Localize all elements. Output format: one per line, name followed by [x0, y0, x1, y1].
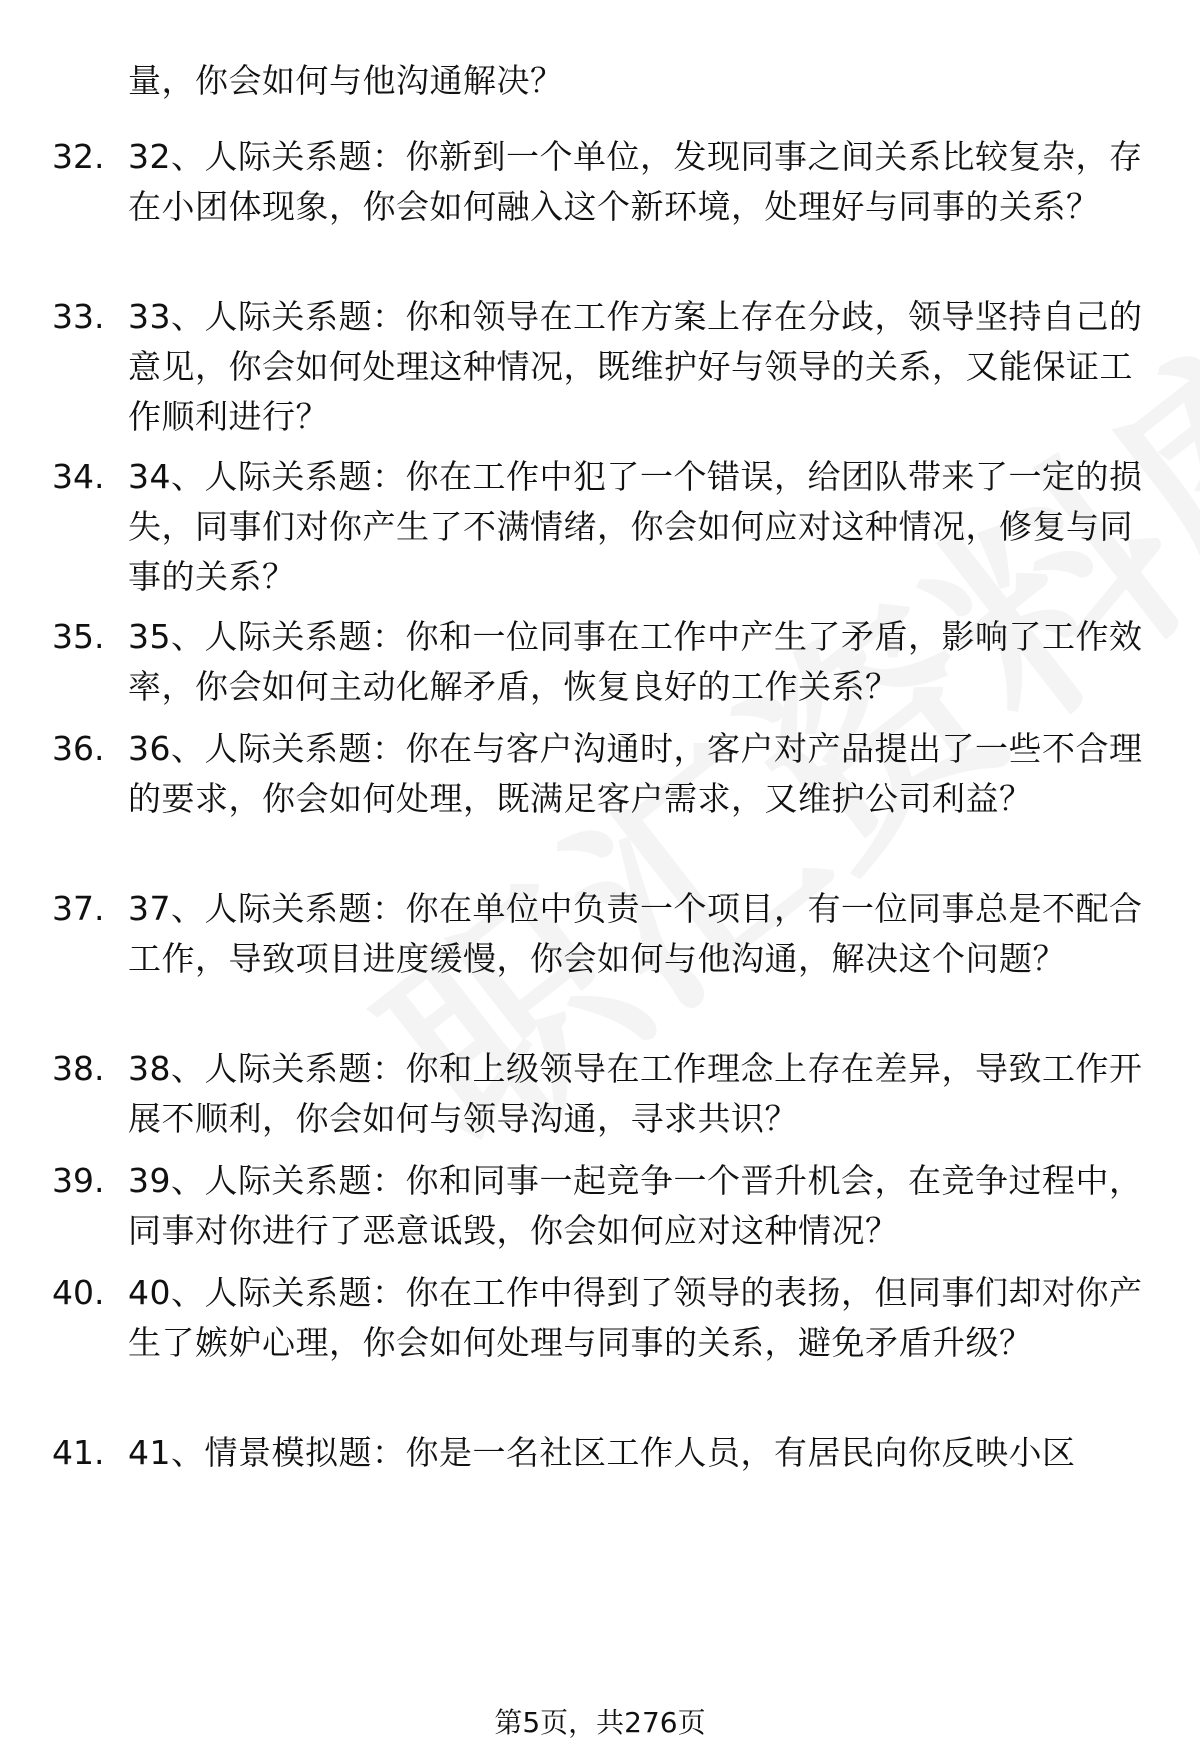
item-number: 39.	[52, 1161, 105, 1200]
page-number-footer: 第5页，共276页	[494, 1706, 706, 1739]
item-text: 41、情景模拟题：你是一名社区工作人员，有居民向你反映小区	[128, 1433, 1076, 1472]
item-text: 37、人际关系题：你在单位中负责一个项目，有一位同事总是不配合工作，导致项目进度缓慢，你会如何与他沟通，解决这个问题？	[128, 889, 1143, 978]
item-number: 40.	[52, 1273, 105, 1312]
item-number: 35.	[52, 617, 105, 656]
item-number: 36.	[52, 729, 105, 768]
item-text: 34、人际关系题：你在工作中犯了一个错误，给团队带来了一定的损失，同事们对你产生了不满情绪，你会如何应对这种情况，修复与同事的关系？	[128, 457, 1143, 596]
item-number: 32.	[52, 137, 105, 176]
item-text: 40、人际关系题：你在工作中得到了领导的表扬，但同事们却对你产生了嫉妒心理，你会如何处理与同事的关系，避免矛盾升级？	[128, 1273, 1143, 1362]
item-number: 38.	[52, 1049, 105, 1088]
item-text: 32、人际关系题：你新到一个单位，发现同事之间关系比较复杂，存在小团体现象，你会如何融入这个新环境，处理好与同事的关系？	[128, 137, 1143, 226]
item-number: 41.	[52, 1433, 105, 1472]
item-text: 33、人际关系题：你和领导在工作方案上存在分歧，领导坚持自己的意见，你会如何处理这种情况，既维护好与领导的关系，又能保证工作顺利进行？	[128, 297, 1143, 436]
continued-question-text: 量，你会如何与他沟通解决？	[128, 61, 564, 100]
item-text: 39、人际关系题：你和同事一起竞争一个晋升机会，在竞争过程中，同事对你进行了恶意诋毁，你会如何应对这种情况？	[128, 1161, 1143, 1250]
item-text: 38、人际关系题：你和上级领导在工作理念上存在差异，导致工作开展不顺利，你会如何与领导沟通，寻求共识？	[128, 1049, 1143, 1138]
item-number: 37.	[52, 889, 105, 928]
item-number: 33.	[52, 297, 105, 336]
item-text: 35、人际关系题：你和一位同事在工作中产生了矛盾，影响了工作效率，你会如何主动化解矛盾，恢复良好的工作关系？	[128, 617, 1143, 706]
item-number: 34.	[52, 457, 105, 496]
item-text: 36、人际关系题：你在与客户沟通时，客户对产品提出了一些不合理的要求，你会如何处理，既满足客户需求，又维护公司利益？	[128, 729, 1143, 818]
